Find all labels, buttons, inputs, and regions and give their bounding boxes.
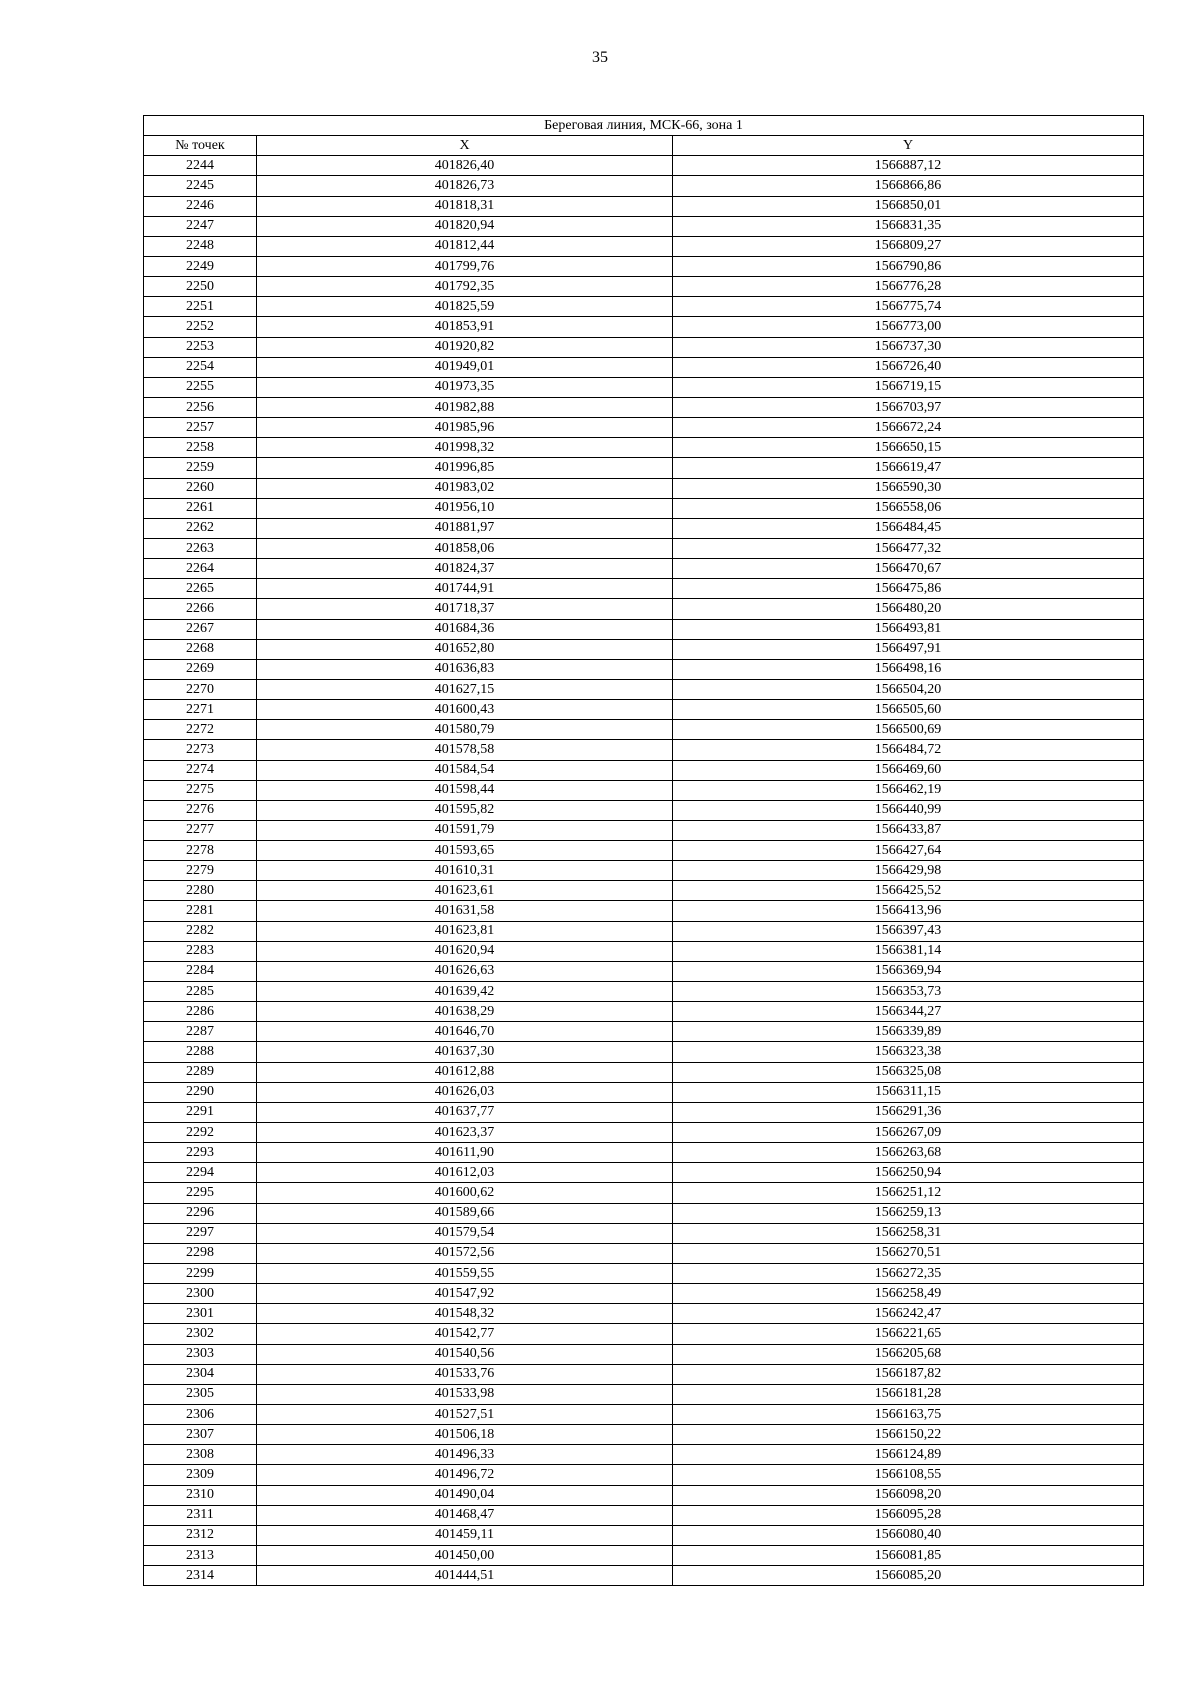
point-number-cell: 2287 xyxy=(144,1022,257,1042)
point-number-cell: 2313 xyxy=(144,1545,257,1565)
y-cell: 1566504,20 xyxy=(673,679,1144,699)
table-row xyxy=(144,599,1144,619)
table-row xyxy=(144,1102,1144,1122)
x-cell: 401593,65 xyxy=(257,841,673,861)
x-cell: 401949,01 xyxy=(257,357,673,377)
x-cell: 401591,79 xyxy=(257,820,673,840)
point-number-cell: 2279 xyxy=(144,861,257,881)
table-row xyxy=(144,518,1144,538)
table-row xyxy=(144,639,1144,659)
x-cell: 401824,37 xyxy=(257,559,673,579)
table-row xyxy=(144,418,1144,438)
x-cell: 401578,58 xyxy=(257,740,673,760)
point-number-cell: 2299 xyxy=(144,1264,257,1284)
x-cell: 401684,36 xyxy=(257,619,673,639)
table-row xyxy=(144,357,1144,377)
y-cell: 1566163,75 xyxy=(673,1405,1144,1425)
y-cell: 1566484,72 xyxy=(673,740,1144,760)
table-row xyxy=(144,559,1144,579)
x-cell: 401820,94 xyxy=(257,216,673,236)
y-cell: 1566440,99 xyxy=(673,800,1144,820)
x-cell: 401626,03 xyxy=(257,1082,673,1102)
x-cell: 401533,76 xyxy=(257,1364,673,1384)
x-cell: 401920,82 xyxy=(257,337,673,357)
point-number-cell: 2311 xyxy=(144,1505,257,1525)
y-cell: 1566493,81 xyxy=(673,619,1144,639)
table-row xyxy=(144,236,1144,256)
point-number-cell: 2309 xyxy=(144,1465,257,1485)
x-cell: 401858,06 xyxy=(257,538,673,558)
table-row xyxy=(144,196,1144,216)
table-row xyxy=(144,1384,1144,1404)
x-cell: 401623,37 xyxy=(257,1123,673,1143)
x-cell: 401600,43 xyxy=(257,700,673,720)
y-cell: 1566776,28 xyxy=(673,277,1144,297)
y-cell: 1566505,60 xyxy=(673,700,1144,720)
x-cell: 401496,33 xyxy=(257,1445,673,1465)
point-number-cell: 2283 xyxy=(144,941,257,961)
header-point-number: № точек xyxy=(144,136,257,156)
y-cell: 1566080,40 xyxy=(673,1525,1144,1545)
table-row xyxy=(144,841,1144,861)
x-cell: 401450,00 xyxy=(257,1545,673,1565)
table-row xyxy=(144,337,1144,357)
y-cell: 1566737,30 xyxy=(673,337,1144,357)
y-cell: 1566259,13 xyxy=(673,1203,1144,1223)
x-cell: 401998,32 xyxy=(257,438,673,458)
y-cell: 1566263,68 xyxy=(673,1143,1144,1163)
x-cell: 401547,92 xyxy=(257,1284,673,1304)
table-row xyxy=(144,317,1144,337)
table-row xyxy=(144,1344,1144,1364)
header-y: Y xyxy=(673,136,1144,156)
x-cell: 401881,97 xyxy=(257,518,673,538)
x-cell: 401589,66 xyxy=(257,1203,673,1223)
x-cell: 401623,61 xyxy=(257,881,673,901)
table-row xyxy=(144,216,1144,236)
point-number-cell: 2278 xyxy=(144,841,257,861)
y-cell: 1566831,35 xyxy=(673,216,1144,236)
point-number-cell: 2284 xyxy=(144,961,257,981)
x-cell: 401598,44 xyxy=(257,780,673,800)
table-row xyxy=(144,760,1144,780)
table-row xyxy=(144,961,1144,981)
x-cell: 401611,90 xyxy=(257,1143,673,1163)
y-cell: 1566433,87 xyxy=(673,820,1144,840)
x-cell: 401637,77 xyxy=(257,1102,673,1122)
y-cell: 1566221,65 xyxy=(673,1324,1144,1344)
point-number-cell: 2301 xyxy=(144,1304,257,1324)
point-number-cell: 2302 xyxy=(144,1324,257,1344)
x-cell: 401533,98 xyxy=(257,1384,673,1404)
page-number: 35 xyxy=(592,49,608,66)
table-row xyxy=(144,1243,1144,1263)
y-cell: 1566703,97 xyxy=(673,397,1144,417)
y-cell: 1566258,49 xyxy=(673,1284,1144,1304)
x-cell: 401853,91 xyxy=(257,317,673,337)
point-number-cell: 2262 xyxy=(144,518,257,538)
table-row xyxy=(144,156,1144,176)
point-number-cell: 2260 xyxy=(144,478,257,498)
y-cell: 1566095,28 xyxy=(673,1505,1144,1525)
y-cell: 1566353,73 xyxy=(673,982,1144,1002)
x-cell: 401956,10 xyxy=(257,498,673,518)
table-row xyxy=(144,820,1144,840)
table-row xyxy=(144,1284,1144,1304)
x-cell: 401626,63 xyxy=(257,961,673,981)
table-row xyxy=(144,1143,1144,1163)
point-number-cell: 2305 xyxy=(144,1384,257,1404)
x-cell: 401638,29 xyxy=(257,1002,673,1022)
x-cell: 401459,11 xyxy=(257,1525,673,1545)
point-number-cell: 2297 xyxy=(144,1223,257,1243)
x-cell: 401799,76 xyxy=(257,256,673,276)
point-number-cell: 2264 xyxy=(144,559,257,579)
y-cell: 1566242,47 xyxy=(673,1304,1144,1324)
x-cell: 401826,40 xyxy=(257,156,673,176)
point-number-cell: 2282 xyxy=(144,921,257,941)
x-cell: 401542,77 xyxy=(257,1324,673,1344)
point-number-cell: 2304 xyxy=(144,1364,257,1384)
x-cell: 401610,31 xyxy=(257,861,673,881)
y-cell: 1566258,31 xyxy=(673,1223,1144,1243)
y-cell: 1566773,00 xyxy=(673,317,1144,337)
point-number-cell: 2277 xyxy=(144,820,257,840)
y-cell: 1566413,96 xyxy=(673,901,1144,921)
y-cell: 1566150,22 xyxy=(673,1425,1144,1445)
y-cell: 1566590,30 xyxy=(673,478,1144,498)
point-number-cell: 2308 xyxy=(144,1445,257,1465)
x-cell: 401444,51 xyxy=(257,1566,673,1586)
table-row xyxy=(144,1364,1144,1384)
table-row xyxy=(144,297,1144,317)
table-row xyxy=(144,458,1144,478)
x-cell: 401612,88 xyxy=(257,1062,673,1082)
y-cell: 1566267,09 xyxy=(673,1123,1144,1143)
table-row xyxy=(144,579,1144,599)
y-cell: 1566250,94 xyxy=(673,1163,1144,1183)
y-cell: 1566619,47 xyxy=(673,458,1144,478)
x-cell: 401826,73 xyxy=(257,176,673,196)
y-cell: 1566462,19 xyxy=(673,780,1144,800)
table-body xyxy=(144,156,1144,1586)
table-row xyxy=(144,1545,1144,1565)
point-number-cell: 2253 xyxy=(144,337,257,357)
x-cell: 401540,56 xyxy=(257,1344,673,1364)
table-row xyxy=(144,397,1144,417)
y-cell: 1566887,12 xyxy=(673,156,1144,176)
point-number-cell: 2259 xyxy=(144,458,257,478)
point-number-cell: 2265 xyxy=(144,579,257,599)
y-cell: 1566790,86 xyxy=(673,256,1144,276)
x-cell: 401985,96 xyxy=(257,418,673,438)
y-cell: 1566558,06 xyxy=(673,498,1144,518)
x-cell: 401744,91 xyxy=(257,579,673,599)
table-row xyxy=(144,1062,1144,1082)
table-row xyxy=(144,1505,1144,1525)
table-row xyxy=(144,881,1144,901)
x-cell: 401973,35 xyxy=(257,377,673,397)
point-number-cell: 2246 xyxy=(144,196,257,216)
table-row xyxy=(144,1223,1144,1243)
y-cell: 1566323,38 xyxy=(673,1042,1144,1062)
y-cell: 1566429,98 xyxy=(673,861,1144,881)
table-row xyxy=(144,861,1144,881)
y-cell: 1566498,16 xyxy=(673,659,1144,679)
point-number-cell: 2270 xyxy=(144,679,257,699)
point-number-cell: 2310 xyxy=(144,1485,257,1505)
point-number-cell: 2274 xyxy=(144,760,257,780)
point-number-cell: 2290 xyxy=(144,1082,257,1102)
y-cell: 1566081,85 xyxy=(673,1545,1144,1565)
point-number-cell: 2306 xyxy=(144,1405,257,1425)
table-row xyxy=(144,538,1144,558)
table-row xyxy=(144,377,1144,397)
y-cell: 1566272,35 xyxy=(673,1264,1144,1284)
table-row xyxy=(144,901,1144,921)
table-row xyxy=(144,619,1144,639)
table-row xyxy=(144,498,1144,518)
table-row xyxy=(144,1002,1144,1022)
point-number-cell: 2286 xyxy=(144,1002,257,1022)
table-row xyxy=(144,800,1144,820)
table-row xyxy=(144,1203,1144,1223)
point-number-cell: 2271 xyxy=(144,700,257,720)
y-cell: 1566124,89 xyxy=(673,1445,1144,1465)
point-number-cell: 2275 xyxy=(144,780,257,800)
table-row xyxy=(144,982,1144,1002)
point-number-cell: 2285 xyxy=(144,982,257,1002)
y-cell: 1566500,69 xyxy=(673,720,1144,740)
table-row xyxy=(144,941,1144,961)
y-cell: 1566672,24 xyxy=(673,418,1144,438)
y-cell: 1566085,20 xyxy=(673,1566,1144,1586)
table-title: Береговая линия, МСК-66, зона 1 xyxy=(144,116,1144,136)
point-number-cell: 2280 xyxy=(144,881,257,901)
table-row xyxy=(144,1324,1144,1344)
x-cell: 401996,85 xyxy=(257,458,673,478)
point-number-cell: 2257 xyxy=(144,418,257,438)
x-cell: 401490,04 xyxy=(257,1485,673,1505)
point-number-cell: 2276 xyxy=(144,800,257,820)
point-number-cell: 2266 xyxy=(144,599,257,619)
table-row xyxy=(144,1022,1144,1042)
table-row xyxy=(144,438,1144,458)
x-cell: 401812,44 xyxy=(257,236,673,256)
y-cell: 1566469,60 xyxy=(673,760,1144,780)
y-cell: 1566339,89 xyxy=(673,1022,1144,1042)
y-cell: 1566719,15 xyxy=(673,377,1144,397)
x-cell: 401527,51 xyxy=(257,1405,673,1425)
table-row xyxy=(144,1042,1144,1062)
header-x: X xyxy=(257,136,673,156)
table-row xyxy=(144,277,1144,297)
point-number-cell: 2288 xyxy=(144,1042,257,1062)
y-cell: 1566427,64 xyxy=(673,841,1144,861)
table-row xyxy=(144,740,1144,760)
table-row xyxy=(144,176,1144,196)
table-row xyxy=(144,921,1144,941)
x-cell: 401982,88 xyxy=(257,397,673,417)
y-cell: 1566425,52 xyxy=(673,881,1144,901)
table-row xyxy=(144,1183,1144,1203)
x-cell: 401496,72 xyxy=(257,1465,673,1485)
y-cell: 1566344,27 xyxy=(673,1002,1144,1022)
y-cell: 1566726,40 xyxy=(673,357,1144,377)
point-number-cell: 2281 xyxy=(144,901,257,921)
table-row xyxy=(144,1405,1144,1425)
table-title-row xyxy=(144,116,1144,136)
table-head xyxy=(144,116,1144,156)
x-cell: 401627,15 xyxy=(257,679,673,699)
point-number-cell: 2252 xyxy=(144,317,257,337)
point-number-cell: 2261 xyxy=(144,498,257,518)
table-row xyxy=(144,1163,1144,1183)
y-cell: 1566291,36 xyxy=(673,1102,1144,1122)
y-cell: 1566181,28 xyxy=(673,1384,1144,1404)
point-number-cell: 2269 xyxy=(144,659,257,679)
x-cell: 401580,79 xyxy=(257,720,673,740)
table-row xyxy=(144,1425,1144,1445)
point-number-cell: 2292 xyxy=(144,1123,257,1143)
point-number-cell: 2307 xyxy=(144,1425,257,1445)
y-cell: 1566480,20 xyxy=(673,599,1144,619)
x-cell: 401818,31 xyxy=(257,196,673,216)
point-number-cell: 2291 xyxy=(144,1102,257,1122)
table-row xyxy=(144,1264,1144,1284)
x-cell: 401620,94 xyxy=(257,941,673,961)
x-cell: 401579,54 xyxy=(257,1223,673,1243)
x-cell: 401595,82 xyxy=(257,800,673,820)
y-cell: 1566497,91 xyxy=(673,639,1144,659)
point-number-cell: 2248 xyxy=(144,236,257,256)
point-number-cell: 2258 xyxy=(144,438,257,458)
point-number-cell: 2256 xyxy=(144,397,257,417)
x-cell: 401636,83 xyxy=(257,659,673,679)
table-row xyxy=(144,679,1144,699)
point-number-cell: 2263 xyxy=(144,538,257,558)
y-cell: 1566397,43 xyxy=(673,921,1144,941)
point-number-cell: 2294 xyxy=(144,1163,257,1183)
x-cell: 401631,58 xyxy=(257,901,673,921)
point-number-cell: 2293 xyxy=(144,1143,257,1163)
x-cell: 401612,03 xyxy=(257,1163,673,1183)
table-row xyxy=(144,478,1144,498)
table-row xyxy=(144,256,1144,276)
x-cell: 401559,55 xyxy=(257,1264,673,1284)
table-row xyxy=(144,1465,1144,1485)
point-number-cell: 2295 xyxy=(144,1183,257,1203)
y-cell: 1566187,82 xyxy=(673,1364,1144,1384)
point-number-cell: 2267 xyxy=(144,619,257,639)
y-cell: 1566098,20 xyxy=(673,1485,1144,1505)
y-cell: 1566381,14 xyxy=(673,941,1144,961)
table-row xyxy=(144,1445,1144,1465)
x-cell: 401792,35 xyxy=(257,277,673,297)
point-number-cell: 2272 xyxy=(144,720,257,740)
point-number-cell: 2312 xyxy=(144,1525,257,1545)
point-number-cell: 2247 xyxy=(144,216,257,236)
table-row xyxy=(144,1123,1144,1143)
y-cell: 1566866,86 xyxy=(673,176,1144,196)
table-row xyxy=(144,1485,1144,1505)
y-cell: 1566369,94 xyxy=(673,961,1144,981)
table-row xyxy=(144,780,1144,800)
y-cell: 1566475,86 xyxy=(673,579,1144,599)
x-cell: 401548,32 xyxy=(257,1304,673,1324)
y-cell: 1566270,51 xyxy=(673,1243,1144,1263)
coordinates-table xyxy=(143,115,1144,1586)
x-cell: 401639,42 xyxy=(257,982,673,1002)
point-number-cell: 2249 xyxy=(144,256,257,276)
x-cell: 401600,62 xyxy=(257,1183,673,1203)
table-header-row xyxy=(144,136,1144,156)
y-cell: 1566470,67 xyxy=(673,559,1144,579)
y-cell: 1566477,32 xyxy=(673,538,1144,558)
table-row xyxy=(144,1082,1144,1102)
point-number-cell: 2298 xyxy=(144,1243,257,1263)
point-number-cell: 2314 xyxy=(144,1566,257,1586)
x-cell: 401468,47 xyxy=(257,1505,673,1525)
table-row xyxy=(144,720,1144,740)
y-cell: 1566108,55 xyxy=(673,1465,1144,1485)
point-number-cell: 2255 xyxy=(144,377,257,397)
x-cell: 401983,02 xyxy=(257,478,673,498)
point-number-cell: 2245 xyxy=(144,176,257,196)
point-number-cell: 2250 xyxy=(144,277,257,297)
point-number-cell: 2273 xyxy=(144,740,257,760)
y-cell: 1566325,08 xyxy=(673,1062,1144,1082)
x-cell: 401623,81 xyxy=(257,921,673,941)
y-cell: 1566484,45 xyxy=(673,518,1144,538)
table-row xyxy=(144,1566,1144,1586)
point-number-cell: 2296 xyxy=(144,1203,257,1223)
point-number-cell: 2254 xyxy=(144,357,257,377)
y-cell: 1566775,74 xyxy=(673,297,1144,317)
y-cell: 1566650,15 xyxy=(673,438,1144,458)
x-cell: 401646,70 xyxy=(257,1022,673,1042)
point-number-cell: 2268 xyxy=(144,639,257,659)
x-cell: 401718,37 xyxy=(257,599,673,619)
table-row xyxy=(144,1304,1144,1324)
table-row xyxy=(144,659,1144,679)
table-row xyxy=(144,1525,1144,1545)
point-number-cell: 2300 xyxy=(144,1284,257,1304)
point-number-cell: 2289 xyxy=(144,1062,257,1082)
y-cell: 1566205,68 xyxy=(673,1344,1144,1364)
x-cell: 401652,80 xyxy=(257,639,673,659)
y-cell: 1566809,27 xyxy=(673,236,1144,256)
point-number-cell: 2303 xyxy=(144,1344,257,1364)
table-row xyxy=(144,700,1144,720)
point-number-cell: 2251 xyxy=(144,297,257,317)
x-cell: 401584,54 xyxy=(257,760,673,780)
x-cell: 401637,30 xyxy=(257,1042,673,1062)
y-cell: 1566251,12 xyxy=(673,1183,1144,1203)
x-cell: 401572,56 xyxy=(257,1243,673,1263)
y-cell: 1566311,15 xyxy=(673,1082,1144,1102)
x-cell: 401506,18 xyxy=(257,1425,673,1445)
x-cell: 401825,59 xyxy=(257,297,673,317)
point-number-cell: 2244 xyxy=(144,156,257,176)
y-cell: 1566850,01 xyxy=(673,196,1144,216)
